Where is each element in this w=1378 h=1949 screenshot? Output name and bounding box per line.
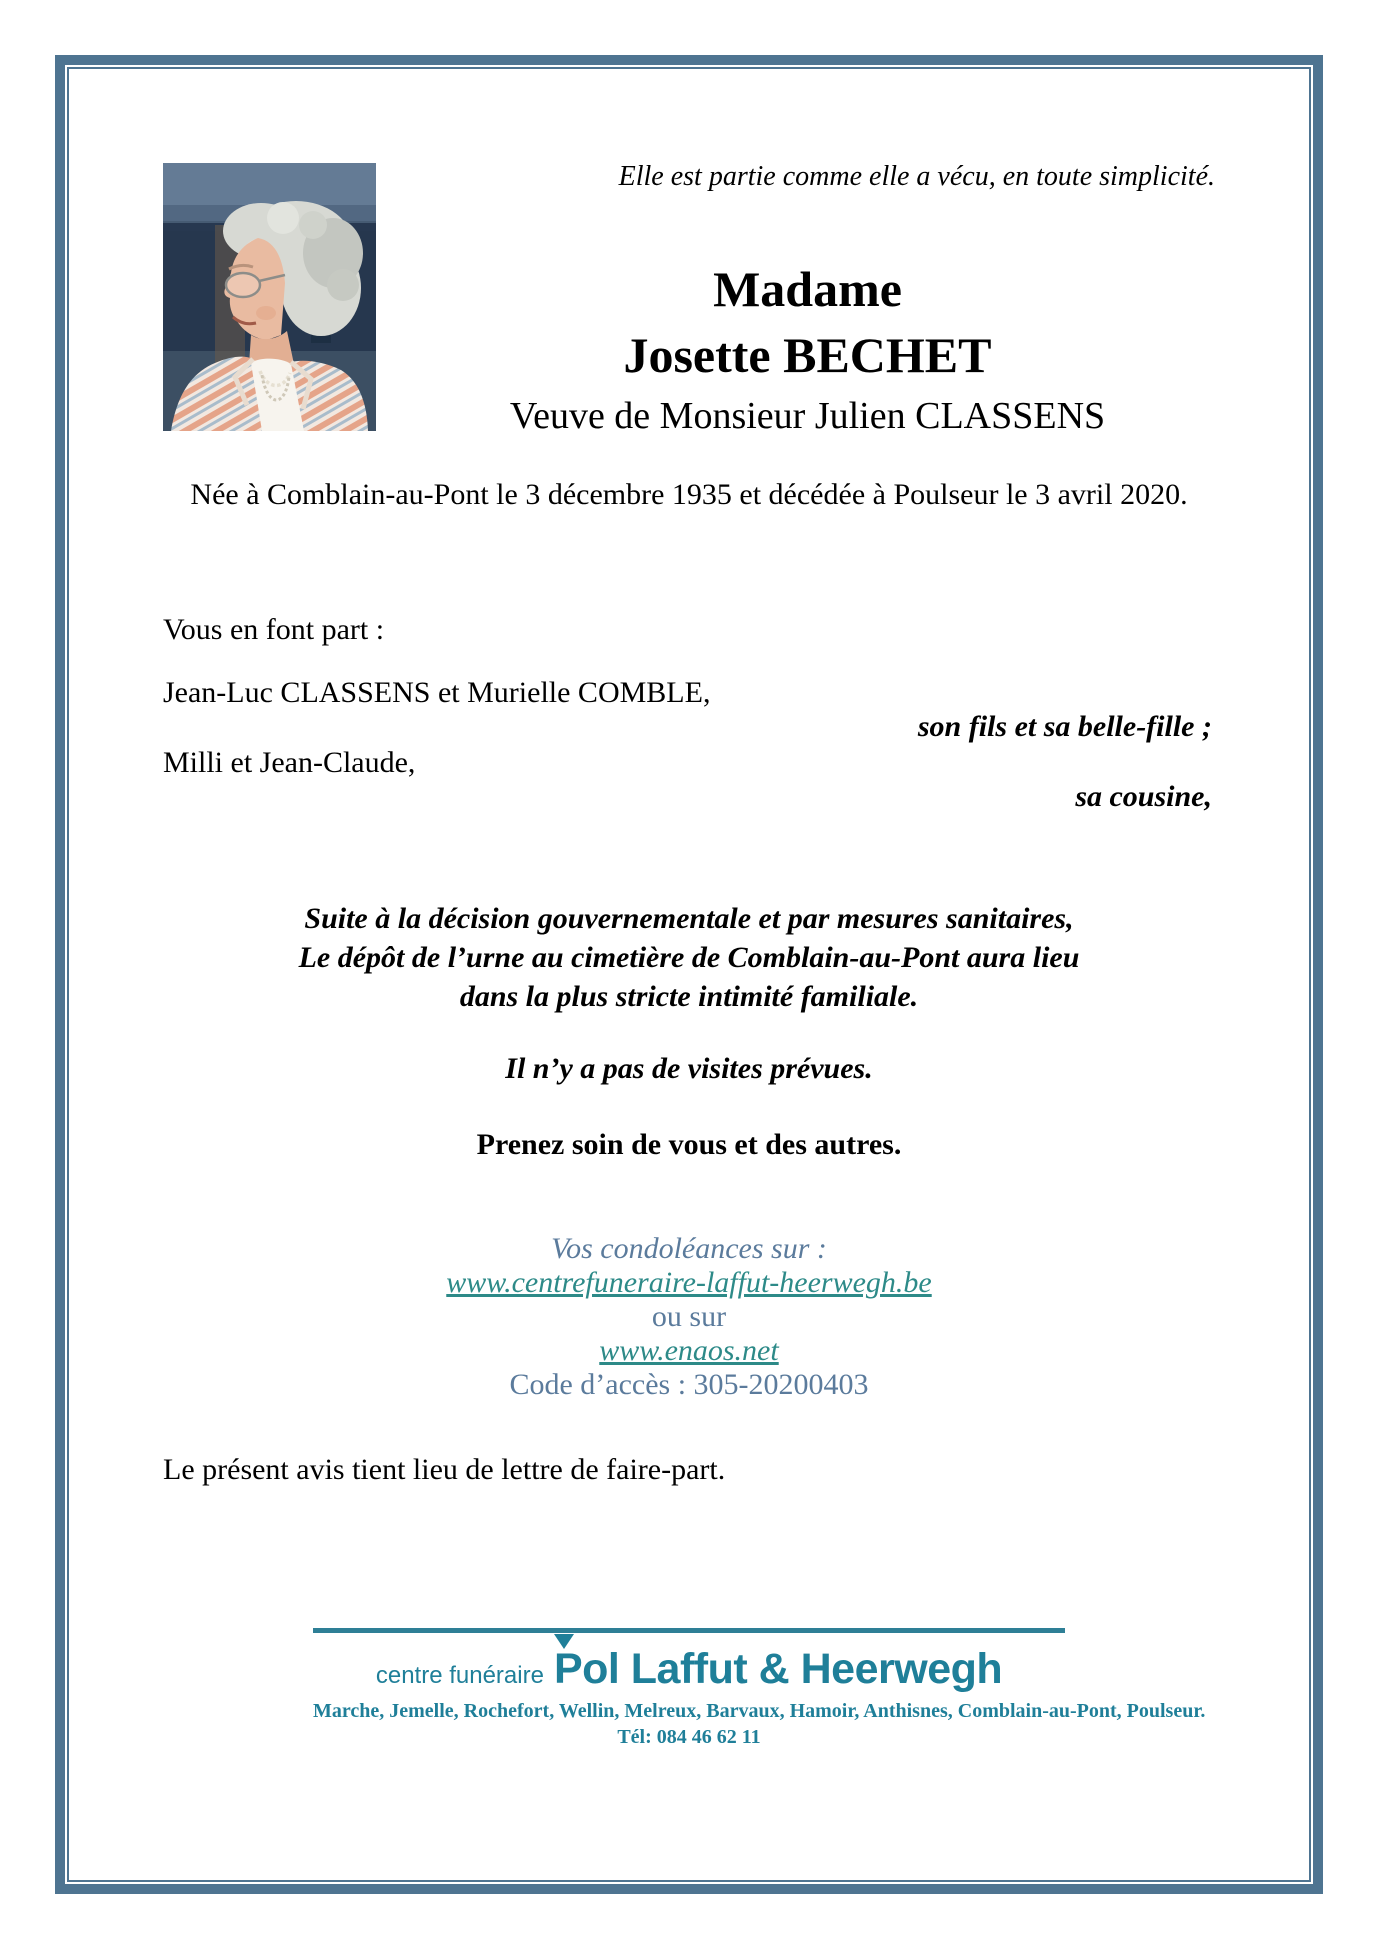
family-names-line: Milli et Jean-Claude, bbox=[163, 746, 416, 779]
family-relation-line: son fils et sa belle-fille ; bbox=[917, 710, 1212, 743]
condolences-link-primary[interactable]: www.centrefuneraire-laffut-heerwegh.be bbox=[446, 1266, 932, 1299]
funeral-home-logo bbox=[313, 1646, 1065, 1692]
funeral-home-label: centre funéraire bbox=[375, 1662, 544, 1689]
funeral-home-locations: Marche, Jemelle, Rochefort, Wellin, Melreux, Barvaux, Hamoir, Anthisnes, Comblain-au-Pont, Poulseur. bbox=[313, 1700, 1206, 1722]
life-dates-line: Née à Comblain-au-Pont le 3 décembre 1935 et décédée à Poulseur le 3 avril 2020. bbox=[190, 478, 1188, 511]
no-visits-line: Il n’y a pas de visites prévues. bbox=[505, 1052, 873, 1085]
salutation: Madame bbox=[713, 261, 902, 317]
condolences-block bbox=[83, 1232, 1295, 1402]
funeral-home-footer bbox=[313, 1628, 1206, 1749]
condolences-link-secondary[interactable]: www.enaos.net bbox=[599, 1334, 779, 1367]
deceased-portrait-photo bbox=[163, 163, 376, 431]
logo-triangle-icon bbox=[554, 1634, 574, 1649]
ceremony-restriction-notice bbox=[83, 899, 1295, 1016]
widow-line: Veuve de Monsieur Julien CLASSENS bbox=[509, 395, 1106, 437]
deceased-heading-block bbox=[400, 256, 1215, 442]
epitaph-quote: Elle est partie comme elle a vécu, en toute simplicité. bbox=[618, 161, 1215, 192]
funeral-home-name: Pol Laffut & Heerwegh bbox=[553, 1645, 1003, 1693]
footer-divider-rule bbox=[313, 1628, 1065, 1633]
restriction-line-2: Le dépôt de l’urne au cimetière de Comblain-au-Pont aura lieu bbox=[298, 941, 1080, 974]
condolences-or-label: ou sur bbox=[651, 1300, 727, 1333]
restriction-line-1: Suite à la décision gouvernementale et par mesures sanitaires, bbox=[304, 902, 1074, 935]
condolences-intro: Vos condoléances sur : bbox=[551, 1232, 827, 1265]
funeral-home-phone: Tél: 084 46 62 11 bbox=[617, 1726, 761, 1748]
family-relation-line: sa cousine, bbox=[1075, 780, 1212, 813]
deceased-name: Josette BECHET bbox=[623, 327, 992, 383]
take-care-line: Prenez soin de vous et des autres. bbox=[476, 1128, 902, 1161]
family-names-line: Jean-Luc CLASSENS et Murielle COMBLE, bbox=[163, 676, 711, 709]
restriction-line-3: dans la plus stricte intimité familiale. bbox=[459, 980, 919, 1013]
announced-by-label: Vous en font part : bbox=[163, 613, 385, 646]
access-code-line: Code d’accès : 305-20200403 bbox=[509, 1368, 869, 1401]
closing-line: Le présent avis tient lieu de lettre de faire-part. bbox=[163, 1453, 726, 1486]
